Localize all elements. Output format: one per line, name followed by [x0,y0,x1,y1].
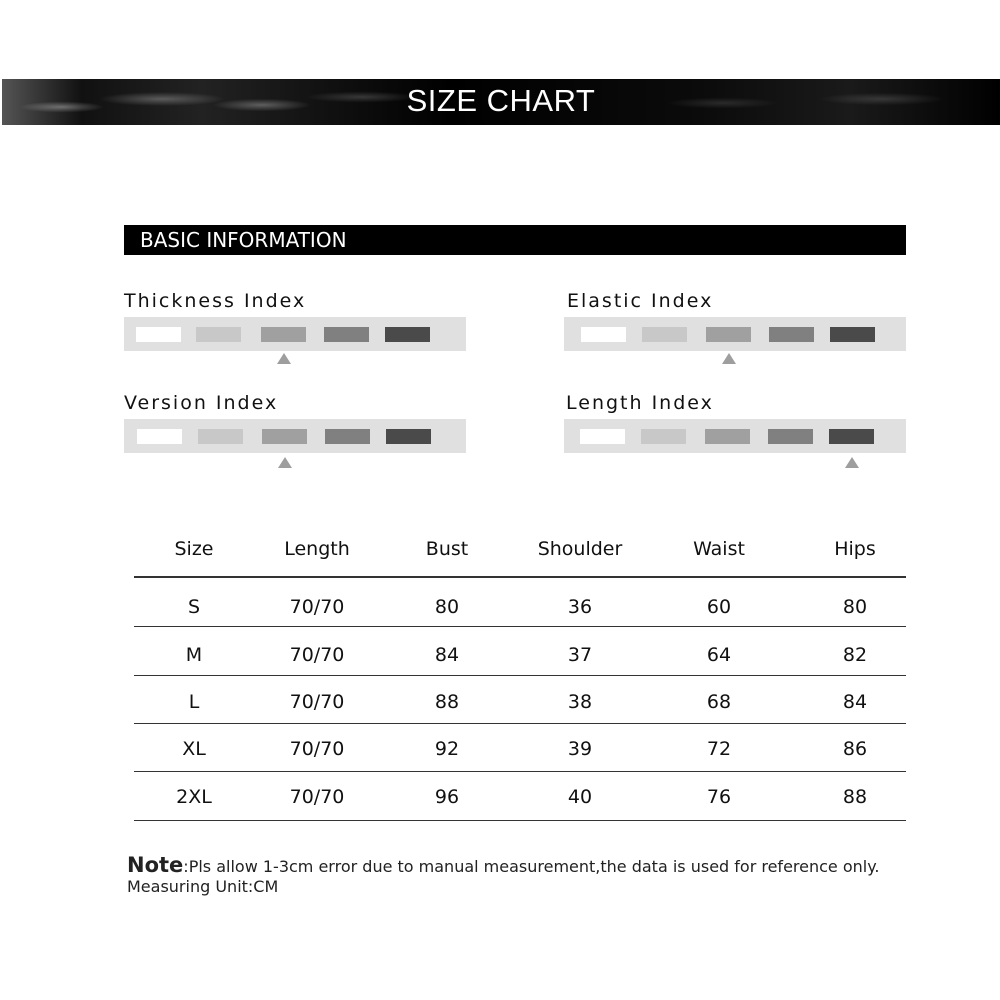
table-cell: 84 [434,644,460,666]
elastic-index-scale [564,317,906,351]
table-cell: 70/70 [289,786,345,808]
version-index-label: Version Index [124,392,279,414]
version-level-marker-icon [278,457,292,468]
table-cell: 86 [842,738,868,760]
table-cell: L [188,691,200,713]
note-separator: : [183,857,189,876]
table-cell: S [187,596,201,618]
table-cell: 92 [434,738,460,760]
scale-swatch-4 [769,327,814,342]
thickness-index-scale [124,317,466,351]
table-cell: 88 [434,691,460,713]
scale-swatch-5 [830,327,875,342]
table-cell: 96 [434,786,460,808]
table-cell: 60 [706,596,732,618]
row-divider [134,820,906,821]
scale-swatch-2 [196,327,241,342]
column-header: Waist [693,538,745,560]
row-divider [134,626,906,627]
scale-swatch-2 [198,429,243,444]
table-cell: 82 [842,644,868,666]
note-label: Note [127,853,184,877]
note-text: Pls allow 1-3cm error due to manual measurement,the data is used for reference only. [188,857,880,876]
scale-swatch-4 [768,429,813,444]
length-index-label: Length Index [566,392,714,414]
size-chart-banner [2,79,1000,125]
header-divider [134,576,906,578]
scale-swatch-2 [641,429,686,444]
section-title: BASIC INFORMATION [140,228,347,252]
table-cell: 80 [842,596,868,618]
table-cell: 70/70 [289,691,345,713]
elastic-level-marker-icon [722,353,736,364]
note-line [127,855,880,877]
table-cell: 70/70 [289,738,345,760]
basic-information-header [124,225,906,255]
length-level-marker-icon [845,457,859,468]
table-cell: XL [182,738,206,760]
table-cell: 37 [567,644,593,666]
elastic-index-label: Elastic Index [567,290,714,312]
column-header: Bust [425,538,469,560]
length-index-scale [564,419,906,453]
scale-swatch-2 [642,327,687,342]
scale-swatch-5 [385,327,430,342]
table-cell: 88 [842,786,868,808]
version-index-scale [124,419,466,453]
row-divider [134,723,906,724]
column-header: Hips [834,538,876,560]
column-header: Length [284,538,350,560]
table-cell: 38 [567,691,593,713]
table-cell: M [185,644,203,666]
banner-title: SIZE CHART [406,83,596,118]
column-header: Shoulder [537,538,623,560]
table-cell: 70/70 [289,644,345,666]
thickness-index-label: Thickness Index [124,290,307,312]
table-cell: 68 [706,691,732,713]
scale-swatch-1 [136,327,181,342]
scale-swatch-1 [137,429,182,444]
scale-swatch-4 [324,327,369,342]
table-cell: 84 [842,691,868,713]
scale-swatch-3 [706,327,751,342]
scale-swatch-1 [580,429,625,444]
row-divider [134,675,906,676]
column-header: Size [174,538,214,560]
table-cell: 36 [567,596,593,618]
scale-swatch-5 [386,429,431,444]
row-divider [134,771,906,772]
scale-swatch-3 [705,429,750,444]
thickness-level-marker-icon [277,353,291,364]
scale-swatch-4 [325,429,370,444]
measuring-unit: Measuring Unit:CM [127,877,279,896]
table-cell: 40 [567,786,593,808]
scale-swatch-1 [581,327,626,342]
scale-swatch-3 [261,327,306,342]
note [127,855,880,897]
scale-swatch-5 [829,429,874,444]
table-cell: 70/70 [289,596,345,618]
table-cell: 80 [434,596,460,618]
table-cell: 2XL [176,786,212,808]
scale-swatch-3 [262,429,307,444]
table-cell: 76 [706,786,732,808]
table-cell: 64 [706,644,732,666]
table-cell: 72 [706,738,732,760]
table-cell: 39 [567,738,593,760]
